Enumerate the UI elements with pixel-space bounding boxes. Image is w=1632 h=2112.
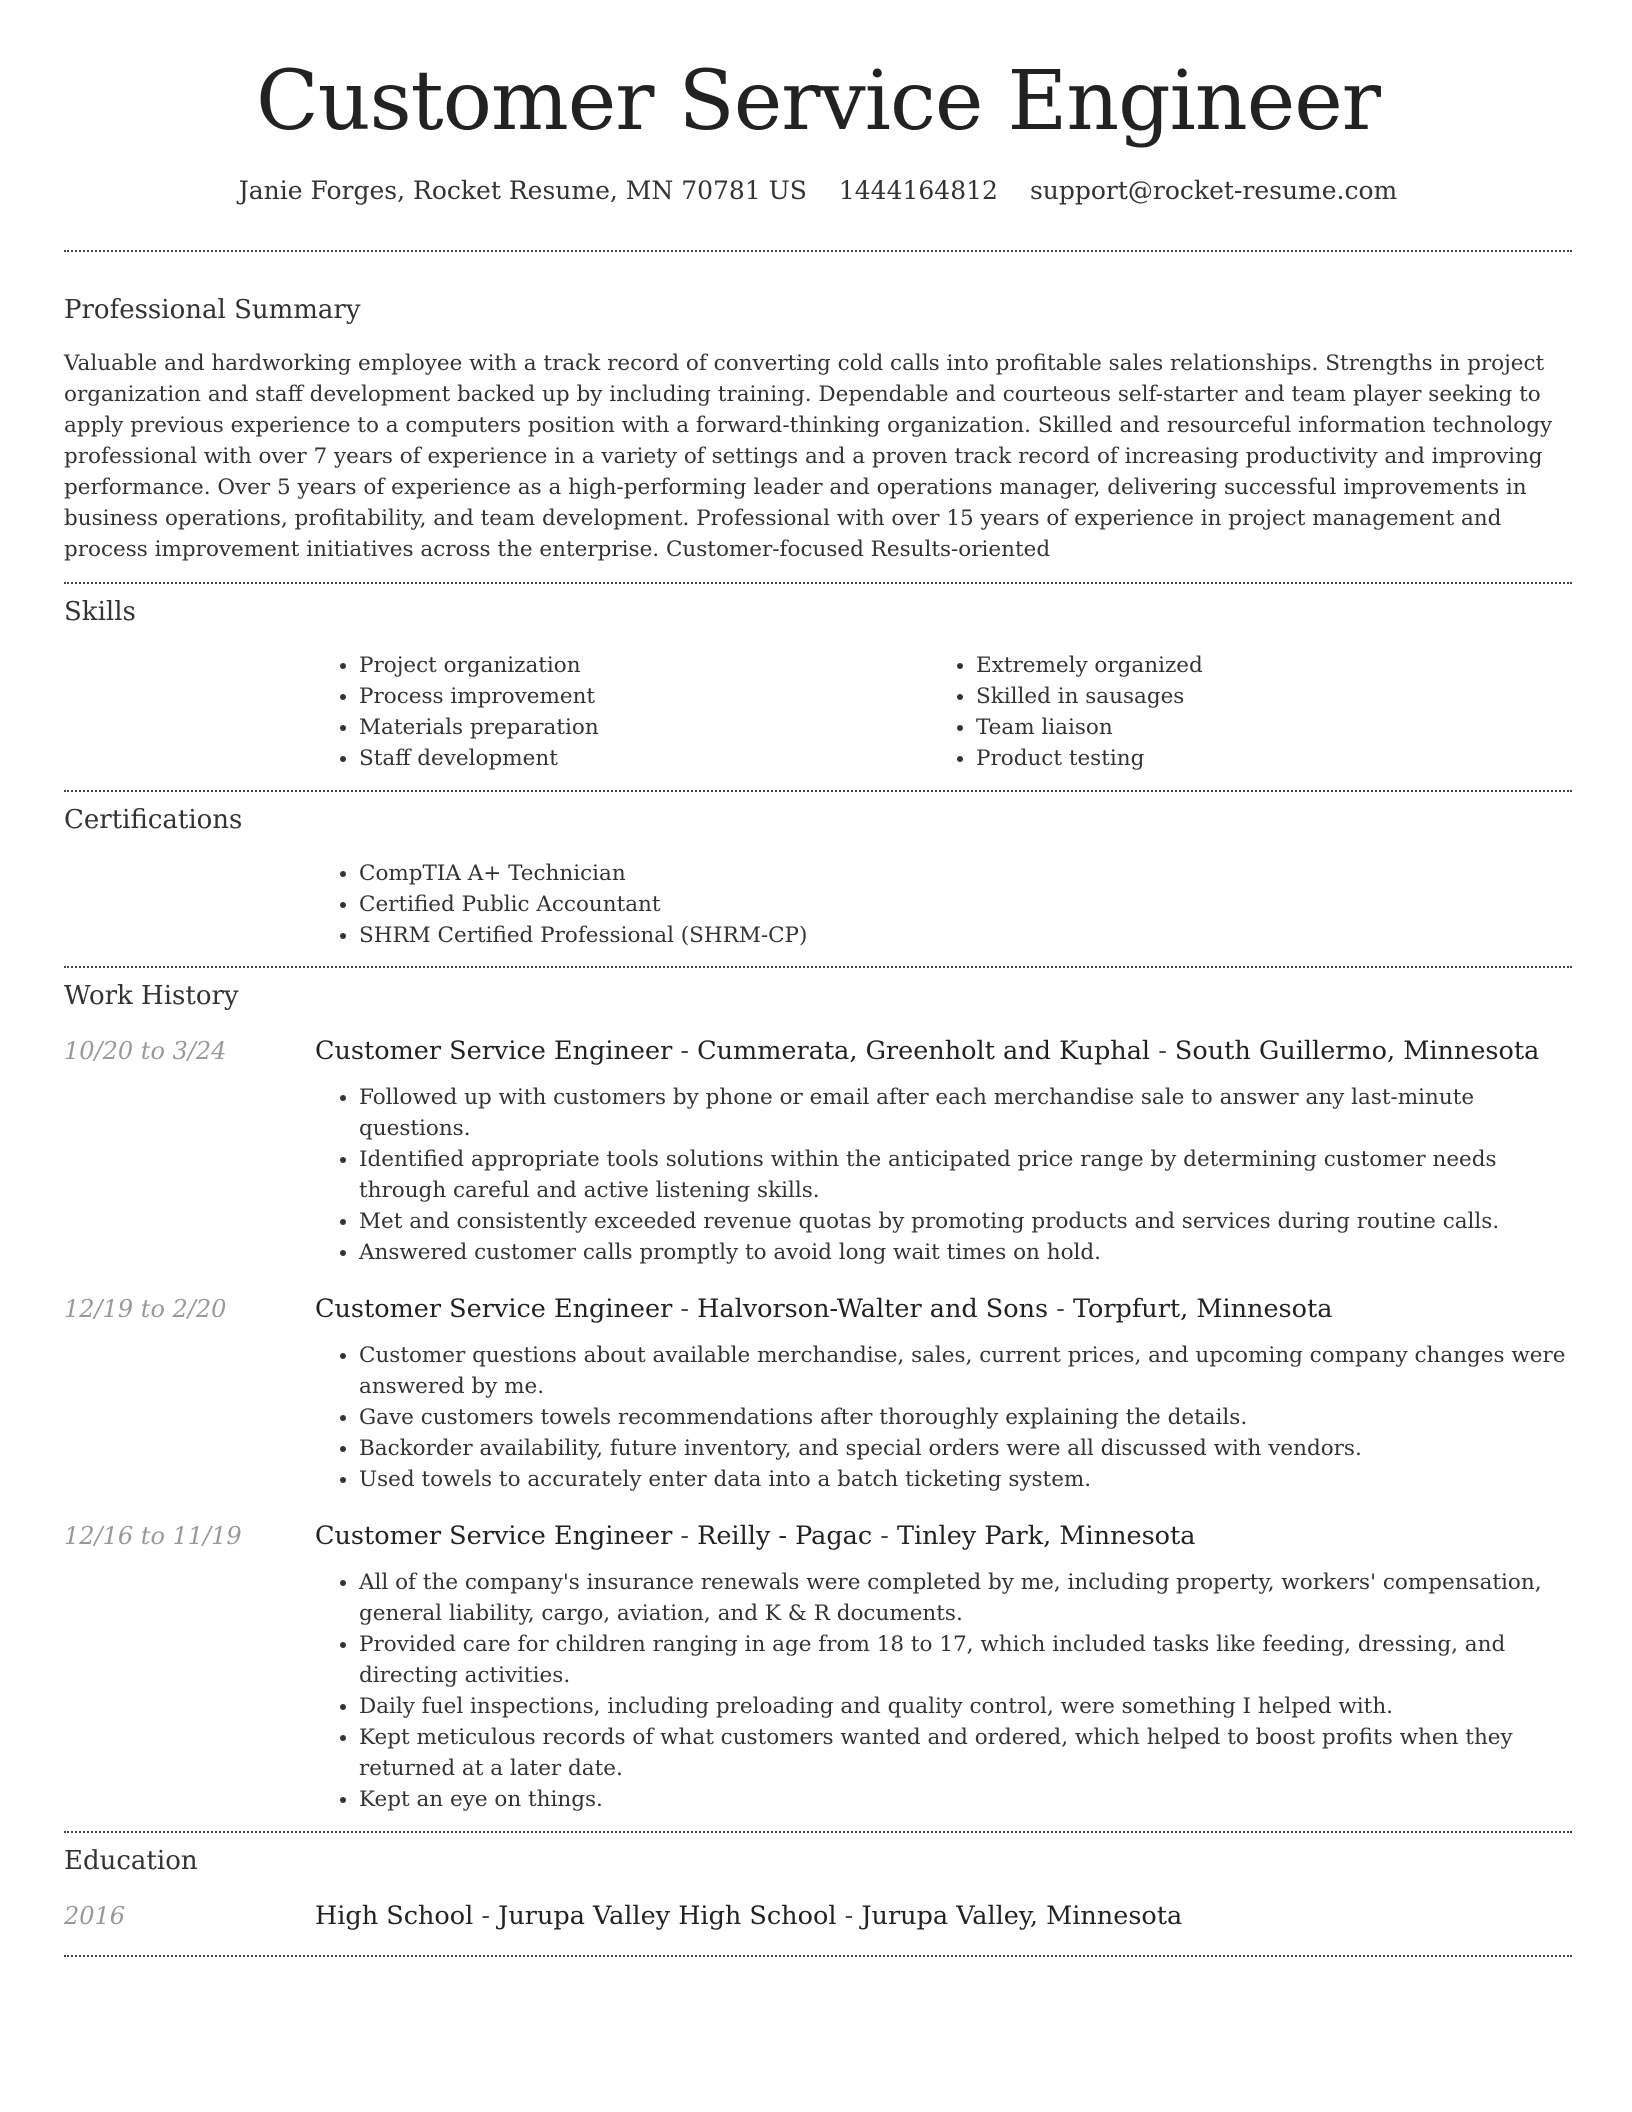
- job-bullet: • Daily fuel inspections, including preloading and quality control, were something I helped with.: [359, 1691, 1572, 1722]
- certifications-list-wrap: [315, 858, 1572, 951]
- certifications-section: [64, 802, 1572, 951]
- separator: -: [836, 1901, 862, 1931]
- skills-grid: [315, 650, 1572, 774]
- skills-column-right: [932, 650, 1549, 774]
- skills-heading: Skills: [64, 597, 136, 627]
- job-bullet: • Followed up with customers by phone or email after each merchandise sale to answer any last-minute questions.: [359, 1082, 1572, 1144]
- job-header: [64, 1034, 1572, 1068]
- job-company: Halvorson-Walter and Sons: [697, 1294, 1049, 1324]
- job-company: Reilly - Pagac: [697, 1521, 873, 1551]
- certification-item: • CompTIA A+ Technician: [359, 858, 1572, 889]
- section-divider: [64, 790, 1572, 792]
- separator: -: [672, 1294, 698, 1324]
- skill-item: • Process improvement: [359, 681, 932, 712]
- education-header: [64, 1899, 1572, 1933]
- job-bullets-wrap: [315, 1567, 1572, 1815]
- skill-item: • Product testing: [976, 743, 1549, 774]
- section-divider: [64, 582, 1572, 584]
- education-degree: High School: [315, 1901, 474, 1931]
- certifications-list: [315, 858, 1572, 951]
- job-header: [64, 1292, 1572, 1326]
- separator: -: [1150, 1036, 1175, 1066]
- skills-column-left: [315, 650, 932, 774]
- separator: -: [872, 1521, 897, 1551]
- job-title: Customer Service Engineer: [315, 1294, 673, 1324]
- skill-item: • Team liaison: [976, 712, 1549, 743]
- summary-section: [64, 292, 1572, 565]
- job-bullet: • Gave customers towels recommendations after thoroughly explaining the details.: [359, 1402, 1572, 1433]
- job-date: 12/16 to 11/19: [64, 1522, 242, 1550]
- job-bullet: • Used towels to accurately enter data into a batch ticketing system.: [359, 1464, 1572, 1495]
- certifications-heading: Certifications: [64, 805, 243, 835]
- education-entry: [64, 1899, 1572, 1933]
- education-title-line: [315, 1899, 1182, 1933]
- education-heading: Education: [64, 1846, 198, 1876]
- job-entry: [64, 1034, 1572, 1268]
- job-entry: [64, 1292, 1572, 1495]
- job-bullets: [315, 1567, 1572, 1815]
- section-divider: [64, 966, 1572, 968]
- job-bullet: • Backorder availability, future inventory, and special orders were all discussed with vendors.: [359, 1433, 1572, 1464]
- job-date: 10/20 to 3/24: [64, 1037, 227, 1065]
- job-bullet: • Provided care for children ranging in age from 18 to 17, which included tasks like feeding, dressing, and directing activities.: [359, 1629, 1572, 1691]
- skill-item: • Staff development: [359, 743, 932, 774]
- job-bullet: • All of the company's insurance renewals were completed by me, including property, workers' compensation, general liability, cargo, aviation, and K & R documents.: [359, 1567, 1572, 1629]
- skill-item: • Skilled in sausages: [976, 681, 1549, 712]
- resume-title: Customer Service Engineer: [256, 54, 1380, 149]
- job-title: Customer Service Engineer: [315, 1521, 673, 1551]
- certification-item: • Certified Public Accountant: [359, 889, 1572, 920]
- job-bullet: • Customer questions about available merchandise, sales, current prices, and upcoming company changes were answered by me.: [359, 1340, 1572, 1402]
- job-bullet: • Identified appropriate tools solutions within the anticipated price range by determining customer needs through careful and active listening skills.: [359, 1144, 1572, 1206]
- skills-section: [64, 594, 1572, 774]
- section-divider: [64, 1955, 1572, 1957]
- job-bullet: • Kept an eye on things.: [359, 1784, 1572, 1815]
- skills-list-left: [315, 650, 932, 774]
- job-bullets-wrap: [315, 1082, 1572, 1268]
- job-bullets: [315, 1082, 1572, 1268]
- skill-item: • Project organization: [359, 650, 932, 681]
- job-location: Tinley Park, Minnesota: [896, 1521, 1196, 1551]
- contact-address: Janie Forges, Rocket Resume, MN 70781 US: [238, 176, 807, 205]
- job-bullet: • Answered customer calls promptly to avoid long wait times on hold.: [359, 1237, 1572, 1268]
- job-bullets-wrap: [315, 1340, 1572, 1495]
- job-entry: [64, 1519, 1572, 1815]
- education-school: Jurupa Valley High School: [498, 1901, 837, 1931]
- job-title-line: [315, 1519, 1195, 1553]
- job-date: 12/19 to 2/20: [64, 1295, 227, 1323]
- education-section: [64, 1843, 1572, 1933]
- section-divider: [64, 1831, 1572, 1833]
- separator: -: [473, 1901, 499, 1931]
- separator: -: [672, 1521, 698, 1551]
- job-bullets: [315, 1340, 1572, 1495]
- separator: -: [1048, 1294, 1073, 1324]
- job-header: [64, 1519, 1572, 1553]
- job-company: Cummerata, Greenholt and Kuphal: [697, 1036, 1151, 1066]
- job-title-line: [315, 1034, 1539, 1068]
- certification-item: • SHRM Certified Professional (SHRM-CP): [359, 920, 1572, 951]
- section-divider: [64, 250, 1572, 252]
- education-location: Jurupa Valley, Minnesota: [861, 1901, 1183, 1931]
- skill-item: • Materials preparation: [359, 712, 932, 743]
- job-bullet: • Kept meticulous records of what customers wanted and ordered, which helped to boost profits when they returned at a later date.: [359, 1722, 1572, 1784]
- job-title-line: [315, 1292, 1332, 1326]
- separator: -: [672, 1036, 698, 1066]
- resume-page: [64, 0, 1572, 1957]
- work-history-section: [64, 978, 1572, 1815]
- job-location: South Guillermo, Minnesota: [1174, 1036, 1540, 1066]
- job-title: Customer Service Engineer: [315, 1036, 673, 1066]
- contact-email: support@rocket-resume.com: [1029, 176, 1398, 205]
- job-bullet: • Met and consistently exceeded revenue quotas by promoting products and services during routine calls.: [359, 1206, 1572, 1237]
- summary-heading: Professional Summary: [64, 295, 361, 325]
- job-location: Torpfurt, Minnesota: [1072, 1294, 1333, 1324]
- education-date: 2016: [64, 1902, 126, 1930]
- summary-text: Valuable and hardworking employee with a track record of converting cold calls into profitable sales relationships. Strengths in project organization and staff development backed up by including training. Dependable and courteous self-starter and team player seeking to apply previous experience to a computers position with a forward-thinking organization. Skilled and resourceful information technology professional with over 7 years of experience in a variety of settings and a proven track record of increasing productivity and improving performance. Over 5 years of experience as a high-performing leader and operations manager, delivering successful improvements in business operations, profitability, and team development. Professional with over 15 years of experience in project management and process improvement initiatives across the enterprise. Customer-focused Results-oriented: [64, 351, 1553, 562]
- contact-line: [64, 174, 1572, 208]
- skills-list-right: [932, 650, 1549, 774]
- skill-item: • Extremely organized: [976, 650, 1549, 681]
- contact-phone: 1444164812: [838, 176, 998, 205]
- work-history-heading: Work History: [64, 981, 239, 1011]
